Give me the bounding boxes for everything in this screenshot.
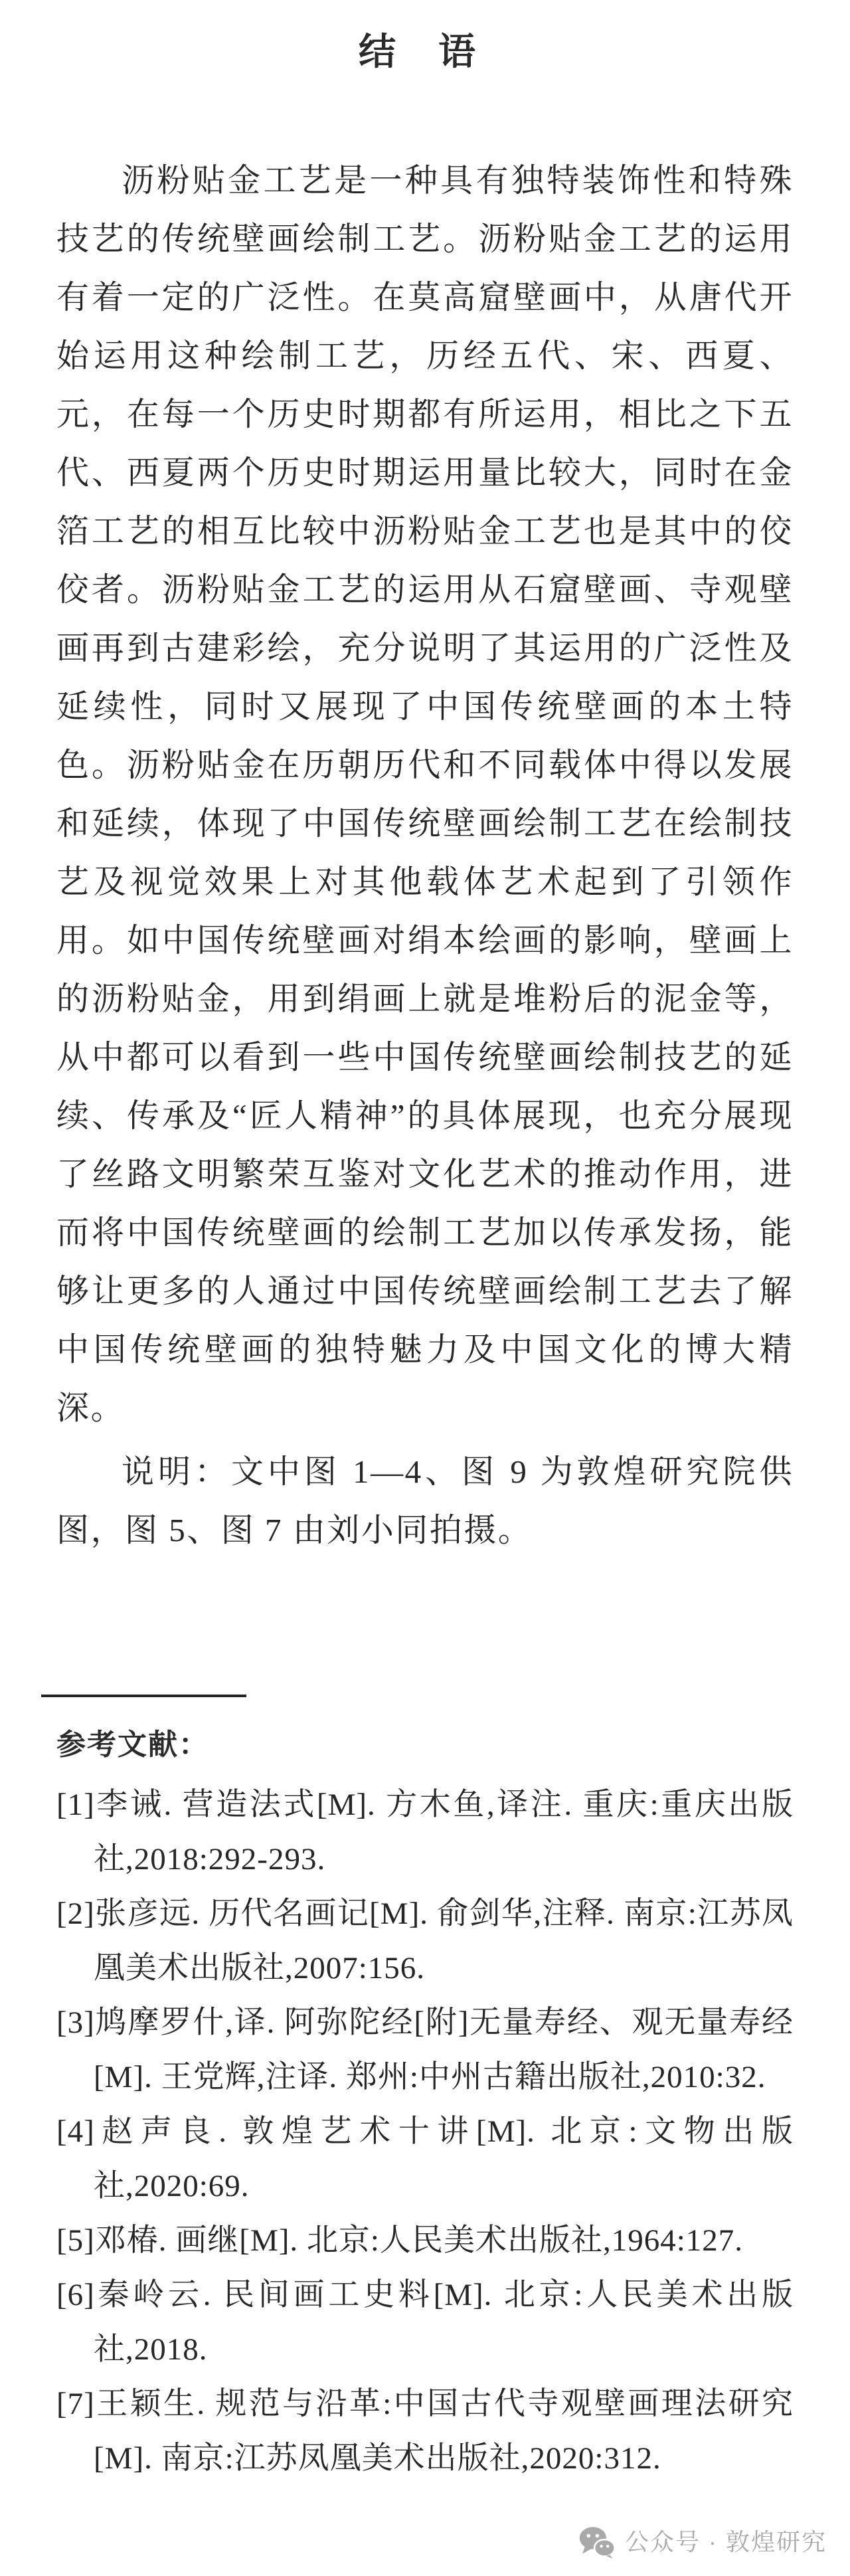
references-list: [56, 1778, 794, 2486]
reference-item: [7]王颖生. 规范与沿革:中国古代寺观壁画理法研究[M]. 南京:江苏凤凰美术出版社,2020:312.: [56, 2387, 794, 2476]
reference-item: [5]邓椿. 画继[M]. 北京:人民美术出版社,1964:127.: [56, 2223, 744, 2258]
watermark-text: 公众号 · 敦煌研究: [625, 2528, 827, 2555]
watermark: [578, 2526, 827, 2559]
reference-item: [6]秦岭云. 民间画工史料[M]. 北京:人民美术出版社,2018.: [56, 2278, 794, 2367]
reference-item: [4]赵声良. 敦煌艺术十讲[M]. 北京:文物出版社,2020:69.: [56, 2114, 794, 2203]
references-divider: [41, 1695, 246, 1697]
conclusion-paragraph: 沥粉贴金工艺是一种具有独特装饰性和特殊技艺的传统壁画绘制工艺。沥粉贴金工艺的运用有着一定的广泛性。在莫高窟壁画中，从唐代开始运用这种绘制工艺，历经五代、宋、西夏、元，在每一个历史时期都有所运用，相比之下五代、西夏两个历史时期运用量比较大，同时在金箔工艺的相互比较中沥粉贴金工艺也是其中的佼佼者。沥粉贴金工艺的运用从石窟壁画、寺观壁画再到古建彩绘，充分说明了其运用的广泛性及延续性，同时又展现了中国传统壁画的本土特色。沥粉贴金在历朝历代和不同载体中得以发展和延续，体现了中国传统壁画绘制工艺在绘制技艺及视觉效果上对其他载体艺术起到了引领作用。如中国传统壁画对绢本绘画的影响，壁画上的沥粉贴金，用到绢画上就是堆粉后的泥金等，从中都可以看到一些中国传统壁画绘制技艺的延续、传承及“匠人精神”的具体展现，也充分展现了丝路文明繁荣互鉴对文化艺术的推动作用，进而将中国传统壁画的绘制工艺加以传承发扬，能够让更多的人通过中国传统壁画绘制工艺去了解中国传统壁画的独特魅力及中国文化的博大精深。: [56, 162, 794, 1426]
page-title: 结 语: [359, 31, 478, 72]
reference-item: [3]鸠摩罗什,译. 阿弥陀经[附]无量寿经、观无量寿经[M]. 王党辉,注译. 郑州:中州古籍出版社,2010:32.: [56, 2005, 794, 2094]
reference-item: [1]李诫. 营造法式[M]. 方木鱼,译注. 重庆:重庆出版社,2018:292-293.: [56, 1788, 794, 1877]
references-heading: 参考文献：: [56, 1728, 209, 1761]
wechat-icon: [578, 2526, 616, 2559]
reference-item: [2]张彦远. 历代名画记[M]. 俞剑华,注释. 南京:江苏凤凰美术出版社,2007:156.: [56, 1896, 794, 1985]
note-paragraph: 说明：文中图 1—4、图 9 为敦煌研究院供图，图 5、图 7 由刘小同拍摄。: [56, 1453, 794, 1548]
